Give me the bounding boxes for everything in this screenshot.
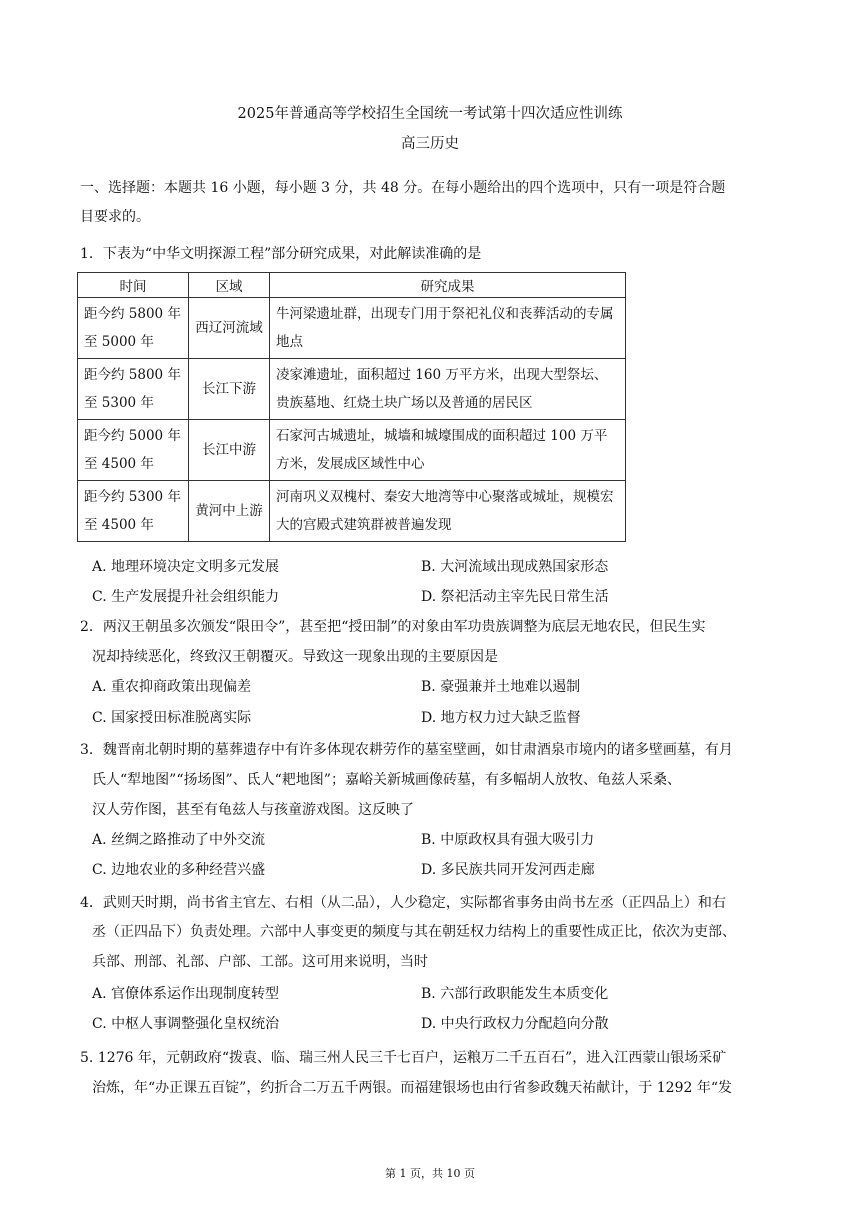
q1-option-c: C. 生产发展提升社会组织能力 [92, 589, 280, 605]
question-5-line2: 治炼，年“办正课五百锭”，约折合二万五千两银。而福建银场也由行省参政魏天祐献计，于 1292 年“发 [92, 1080, 732, 1096]
table-header-time: 时间 [78, 273, 189, 298]
table-header-region: 区域 [189, 273, 270, 298]
table-cell-time: 距今约 5800 年至 5300 年 [78, 359, 189, 420]
question-2-line2: 况却持续恶化，终致汉王朝覆灭。导致这一现象出现的主要原因是 [92, 649, 498, 665]
table-row [78, 359, 626, 420]
q4-option-a: A. 官僚体系运作出现制度转型 [92, 986, 280, 1002]
q3-option-a: A. 丝绸之路推动了中外交流 [92, 832, 266, 848]
q3-option-c: C. 边地农业的多种经营兴盛 [92, 862, 266, 878]
table-header-result: 研究成果 [270, 273, 626, 298]
question-2-line1: 2．两汉王朝虽多次颁发“限田令”，甚至把“授田制”的对象由军功贵族调整为底层无地农民，但民生实 [80, 619, 706, 635]
table-cell-time: 距今约 5800 年至 5000 年 [78, 298, 189, 359]
q4-option-b: B. 六部行政职能发生本质变化 [421, 986, 609, 1002]
q1-option-a: A. 地理环境决定文明多元发展 [92, 559, 280, 575]
question-4-line2: 丞（正四品下）负责处理。六部中人事变更的频度与其在朝廷权力结构上的重要性成正比，依次为吏部、 [92, 924, 736, 940]
question-3-line2: 氏人“犁地图”“扬场图”、氐人“耙地图”；嘉峪关新城画像砖墓，有多幅胡人放牧、龟兹人采桑、 [92, 772, 681, 788]
q4-option-d: D. 中央行政权力分配趋向分散 [421, 1016, 609, 1032]
q2-option-d: D. 地方权力过大缺乏监督 [421, 710, 581, 726]
table-cell-result: 石家河古城遗址，城墙和城壕围成的面积超过 100 万平方米，发展成区域性中心 [270, 420, 626, 481]
question-3-line3: 汉人劳作图，甚至有龟兹人与孩童游戏图。这反映了 [92, 802, 414, 818]
page-number: 第 1 页，共 10 页 [385, 1167, 475, 1180]
table-cell-region: 西辽河流域 [189, 298, 270, 359]
table-cell-result: 牛河梁遗址群，出现专门用于祭祀礼仪和丧葬活动的专属地点 [270, 298, 626, 359]
q1-option-b: B. 大河流域出现成熟国家形态 [421, 559, 609, 575]
q2-option-c: C. 国家授田标准脱离实际 [92, 710, 252, 726]
subject-title: 高三历史 [401, 136, 459, 152]
q1-option-d: D. 祭祀活动主宰先民日常生活 [421, 589, 609, 605]
section-instructions-line2: 目要求的。 [80, 209, 150, 225]
question-3-line1: 3．魏晋南北朝时期的墓葬遗存中有许多体现农耕劳作的墓室壁画，如甘肃酒泉市境内的诸多壁画墓，有月 [80, 742, 733, 758]
research-results-table [77, 272, 626, 542]
q2-option-a: A. 重农抑商政策出现偏差 [92, 679, 252, 695]
table-header-row [78, 273, 626, 298]
table-cell-region: 长江下游 [189, 359, 270, 420]
table-cell-result: 凌家滩遗址，面积超过 160 万平方米，出现大型祭坛、贵族墓地、红烧土块广场以及普通的居民区 [270, 359, 626, 420]
table-cell-time: 距今约 5000 年至 4500 年 [78, 420, 189, 481]
section-instructions-line1: 一、选择题：本题共 16 小题，每小题 3 分，共 48 分。在每小题给出的四个选项中，只有一项是符合题 [80, 180, 726, 196]
table-cell-time: 距今约 5300 年至 4500 年 [78, 481, 189, 542]
question-1-stem: 1．下表为“中华文明探源工程”部分研究成果，对此解读准确的是 [80, 246, 482, 262]
table-row [78, 481, 626, 542]
question-4-line3: 兵部、刑部、礼部、户部、工部。这可用来说明，当时 [92, 954, 428, 970]
q3-option-b: B. 中原政权具有强大吸引力 [421, 832, 595, 848]
q2-option-b: B. 豪强兼并土地难以遏制 [421, 679, 581, 695]
table-cell-result: 河南巩义双槐村、秦安大地湾等中心聚落或城址，规模宏大的宫殿式建筑群被普遍发现 [270, 481, 626, 542]
question-5-line1: 5. 1276 年，元朝政府“拨袁、临、瑞三州人民三千七百户，运粮万二千五百石”，进入江西蒙山银场采矿 [80, 1050, 727, 1066]
table-row [78, 298, 626, 359]
exam-title: 2025年普通高等学校招生全国统一考试第十四次适应性训练 [237, 106, 623, 122]
q4-option-c: C. 中枢人事调整强化皇权统治 [92, 1016, 280, 1032]
table-cell-region: 长江中游 [189, 420, 270, 481]
table-row [78, 420, 626, 481]
question-4-line1: 4．武则天时期，尚书省主官左、右相（从二品），人少稳定，实际都省事务由尚书左丞（正四品上）和右 [80, 895, 726, 911]
table-cell-region: 黄河中上游 [189, 481, 270, 542]
q3-option-d: D. 多民族共同开发河西走廊 [421, 862, 595, 878]
